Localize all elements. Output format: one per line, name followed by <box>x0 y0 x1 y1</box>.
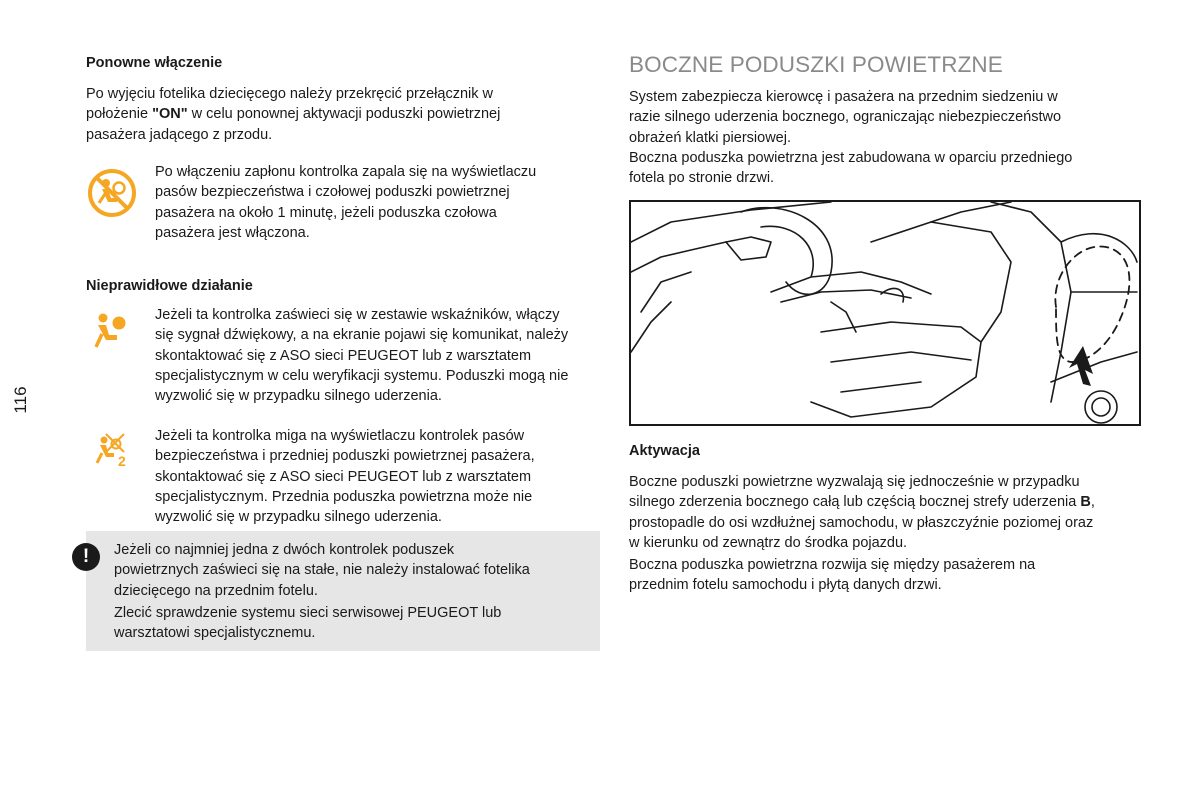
text-line: bezpieczeństwa i przedniej poduszki powietrznej pasażera, <box>155 448 535 465</box>
text-line: pasażera jadącego z przodu. <box>86 126 273 143</box>
page-number: 116 <box>11 386 30 414</box>
text-span: w celu ponownej aktywacji poduszki powietrznej <box>187 106 501 123</box>
on-label: "ON" <box>152 106 188 123</box>
text-line: pasów bezpieczeństwa i czołowej poduszki powietrznej <box>155 184 510 201</box>
text-line: Po włączeniu zapłonu kontrolka zapala się na wyświetlaczu <box>155 164 537 180</box>
text-line: Jeżeli ta kontrolka zaświeci się w zestawie wskaźników, włączy <box>155 307 560 323</box>
text-line: razie silnego uderzenia bocznego, ograniczając niebezpieczeństwo <box>629 109 1062 126</box>
reactivation-paragraph <box>86 84 586 145</box>
exclamation-icon: ! <box>72 543 100 571</box>
text-line: System zabezpiecza kierowcę i pasażera na przednim siedzeniu w <box>629 89 1058 105</box>
text-line: Boczna poduszka powietrzna jest zabudowana w oparciu przedniego <box>629 149 1073 166</box>
malfunction-item-1 <box>155 305 600 406</box>
text-span: silnego zderzenia bocznego całą lub częścią bocznej strefy uderzenia <box>629 494 1081 511</box>
text-line: specjalistycznym. Przednia poduszka powietrzna może nie <box>155 488 533 505</box>
text-line: wyzwolić się w przypadku silnego uderzenia. <box>155 509 442 526</box>
text-line: pasażera na około 1 minutę, jeżeli poduszka czołowa <box>155 204 497 221</box>
text-line: skontaktować się z ASO sieci PEUGEOT lub z warsztatem <box>155 347 532 364</box>
text-line: specjalistycznym w celu weryfikacji systemu. Poduszki mogą nie <box>155 367 569 384</box>
icon-number: 2 <box>118 453 126 469</box>
text-span: , <box>1090 494 1095 511</box>
heading-malfunction: Nieprawidłowe działanie <box>86 278 253 294</box>
side-airbag-intro <box>629 87 1149 188</box>
text-line <box>629 492 1159 512</box>
seat-airbag-illustration <box>629 200 1141 426</box>
text-line: w kierunku od zewnątrz do środka pojazdu. <box>629 534 908 551</box>
text-line: Zlecić sprawdzenie systemu sieci serwisowej PEUGEOT lub <box>114 604 502 621</box>
text-line: się sygnał dźwiękowy, a na ekranie pojawi się komunikat, należy <box>155 327 569 344</box>
text-line: przednim fotelu samochodu i płytą danych drzwi. <box>629 577 942 594</box>
text-line: Jeżeli co najmniej jedna z dwóch kontrolek poduszek <box>114 542 455 558</box>
text-line: prostopadle do osi wzdłużnej samochodu, w płaszczyźnie poziomej oraz <box>629 514 1094 531</box>
malfunction-item-2 <box>155 426 600 527</box>
heading-reactivation: Ponowne włączenie <box>86 55 223 71</box>
airbag-warning-icon <box>92 310 140 358</box>
airbag-off-icon <box>86 167 134 215</box>
text-line: dziecięcego na przednim fotelu. <box>114 582 318 599</box>
zone-b-label: B <box>1080 494 1091 511</box>
text-line: obrażeń klatki piersiowej. <box>629 129 791 146</box>
text-line: Boczna poduszka powietrzna rozwija się między pasażerem na <box>629 557 1036 574</box>
text-span: położenie <box>86 106 153 123</box>
activation-paragraph <box>629 472 1159 596</box>
text-line: fotela po stronie drzwi. <box>629 170 775 187</box>
passenger-airbag-2-icon <box>94 432 138 472</box>
text-line <box>86 104 586 124</box>
text-line: skontaktować się z ASO sieci PEUGEOT lub z warsztatem <box>155 468 532 485</box>
text-line: Boczne poduszki powietrzne wyzwalają się jednocześnie w przypadku <box>629 474 1080 490</box>
text-line: Jeżeli ta kontrolka miga na wyświetlaczu kontrolek pasów <box>155 428 525 444</box>
text-line: pasażera jest włączona. <box>155 224 310 241</box>
heading-activation: Aktywacja <box>629 443 700 459</box>
warning-text <box>114 540 594 643</box>
ignition-info-text <box>155 162 595 243</box>
text-line: powietrznych zaświeci się na stałe, nie należy instalować fotelika <box>114 562 530 579</box>
text-line: wyzwolić się w przypadku silnego uderzenia. <box>155 388 442 405</box>
section-title: BOCZNE PODUSZKI POWIETRZNE <box>629 52 1003 77</box>
text-line: warsztatowi specjalistycznemu. <box>114 625 316 642</box>
text-line: Po wyjęciu fotelika dziecięcego należy przekręcić przełącznik w <box>86 86 493 102</box>
